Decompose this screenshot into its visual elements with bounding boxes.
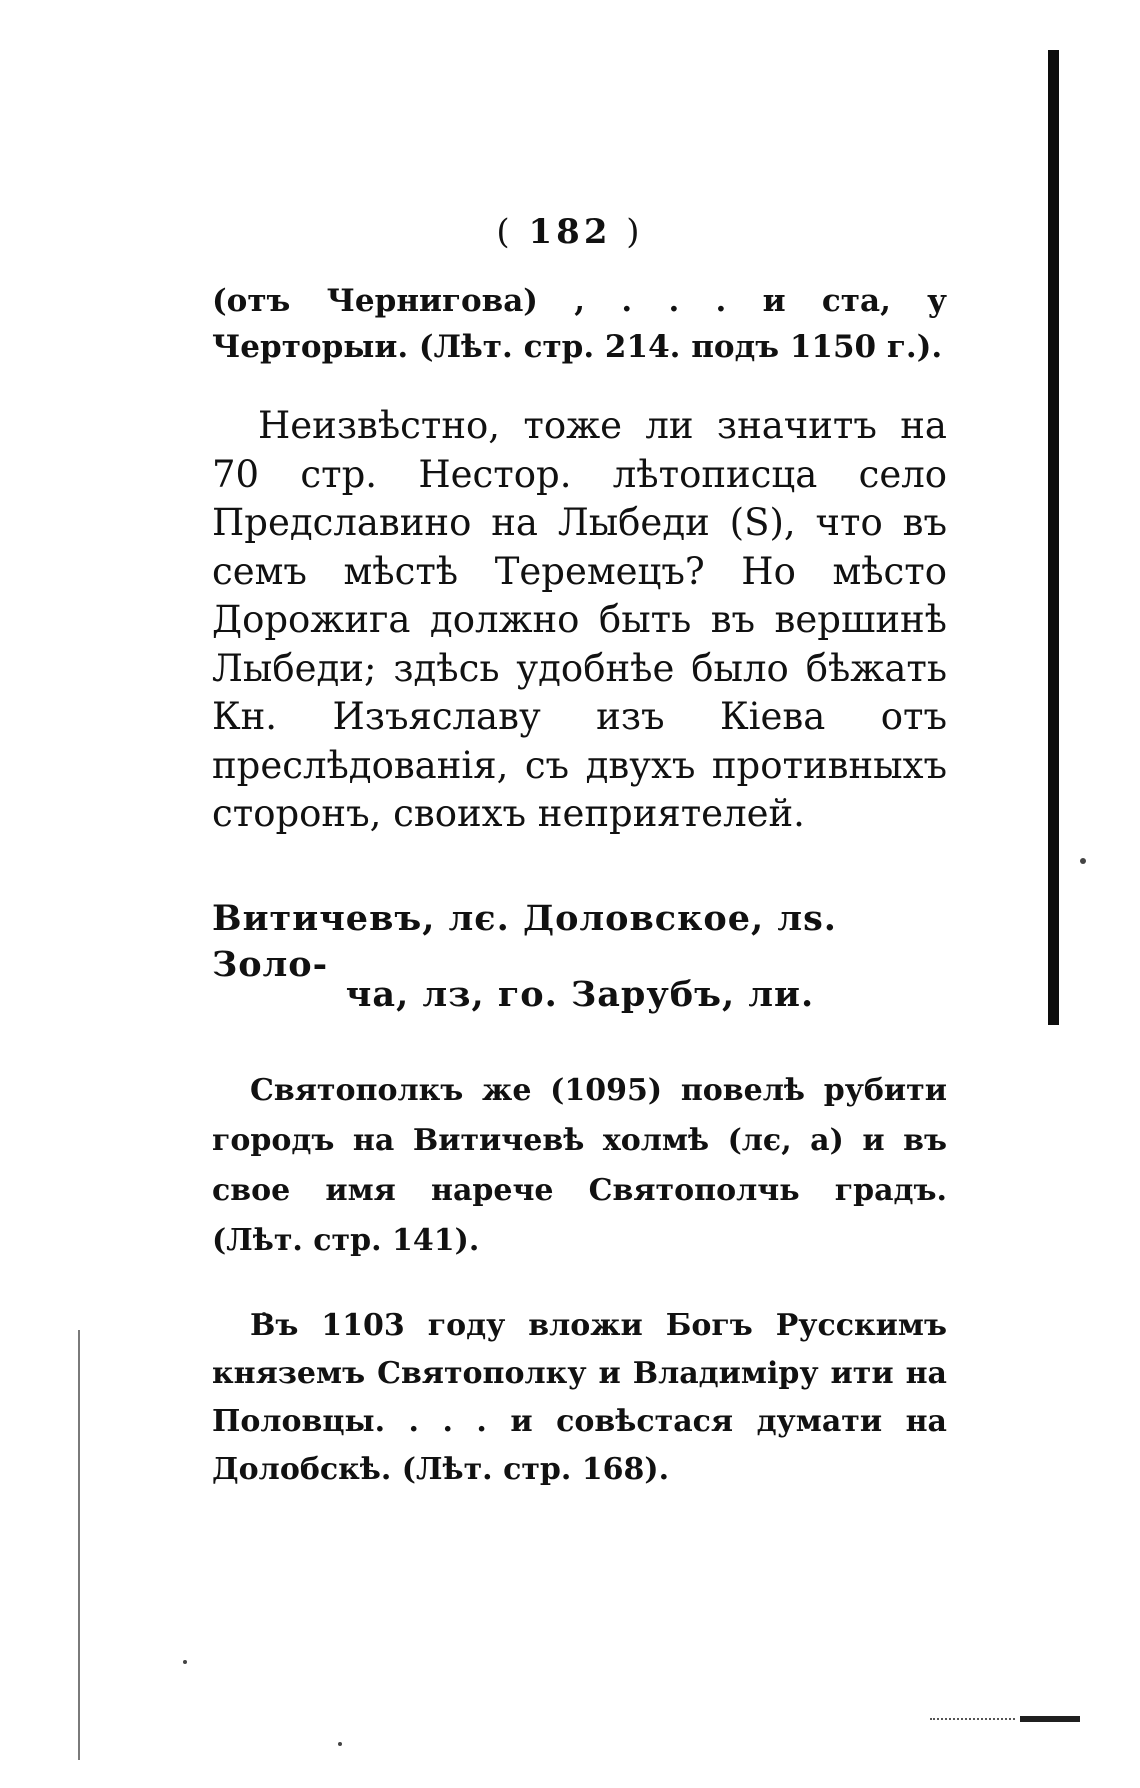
page-edge-shadow xyxy=(1048,50,1059,1025)
header-open-paren: ( xyxy=(496,212,514,252)
scan-speck xyxy=(338,1742,342,1746)
scan-artifact-dash xyxy=(930,1718,1015,1721)
paragraph-2-body: Святополкъ же (1095) повелѣ рубити городъ на Витичевѣ холмѣ (лє, а) и въ свое имя нарече Святополчь градъ. (Лѣт. стр. 141). xyxy=(212,1073,947,1258)
page-header xyxy=(0,212,1140,252)
scan-artifact-mark xyxy=(1020,1716,1080,1722)
paragraph-2 xyxy=(212,1066,947,1266)
place-zarub: го. Зарубъ, xyxy=(497,974,736,1015)
place-dolovskoe: Доловское, xyxy=(523,898,765,939)
numeral-37: лз, xyxy=(422,974,485,1015)
place-vitichev: Витичевъ, xyxy=(212,898,436,939)
paragraph-3 xyxy=(212,1302,947,1494)
scan-speck xyxy=(183,1660,187,1664)
page-left-edge xyxy=(78,1330,80,1760)
paragraph-1 xyxy=(212,402,947,839)
place-zolocha-end: ча, xyxy=(345,974,410,1015)
place-heading-line-2 xyxy=(330,972,830,1018)
continued-text xyxy=(212,278,947,370)
scan-speck xyxy=(1080,858,1086,864)
paragraph-3-body: Въ 1103 году вложи Богъ Русскимъ княземъ Святополку и Владиміру ити на Половцы. . . . и совѣстася думати на Долобскѣ. (Лѣт. стр. 168). xyxy=(212,1308,947,1487)
place-zolocha-part: Золо- xyxy=(212,944,329,985)
paragraph-1-body: Неизвѣстно, тоже ли значитъ на 70 стр. Нестор. лѣтописца село Предславино на Лыбеди (S), что въ семъ мѣстѣ Теремецъ? Но мѣсто Дорожига должно быть въ вершинѣ Лыбеди; здѣсь удобнѣе было бѣжать Кн. Изъяславу изъ Кіева отъ преслѣдованія, съ двухъ противныхъ сторонъ, своихъ неприятелей. xyxy=(212,404,947,835)
numeral-38: ли. xyxy=(748,974,815,1015)
header-close-paren: ) xyxy=(626,212,644,252)
page-number: 182 xyxy=(528,212,612,252)
continued-text-body: (отъ Чернигова) , . . . и ста, у Черторыи. (Лѣт. стр. 214. подъ 1150 г.). xyxy=(212,283,947,365)
numeral-35: лє. xyxy=(448,898,510,939)
numeral-36: лѕ. xyxy=(777,898,837,939)
